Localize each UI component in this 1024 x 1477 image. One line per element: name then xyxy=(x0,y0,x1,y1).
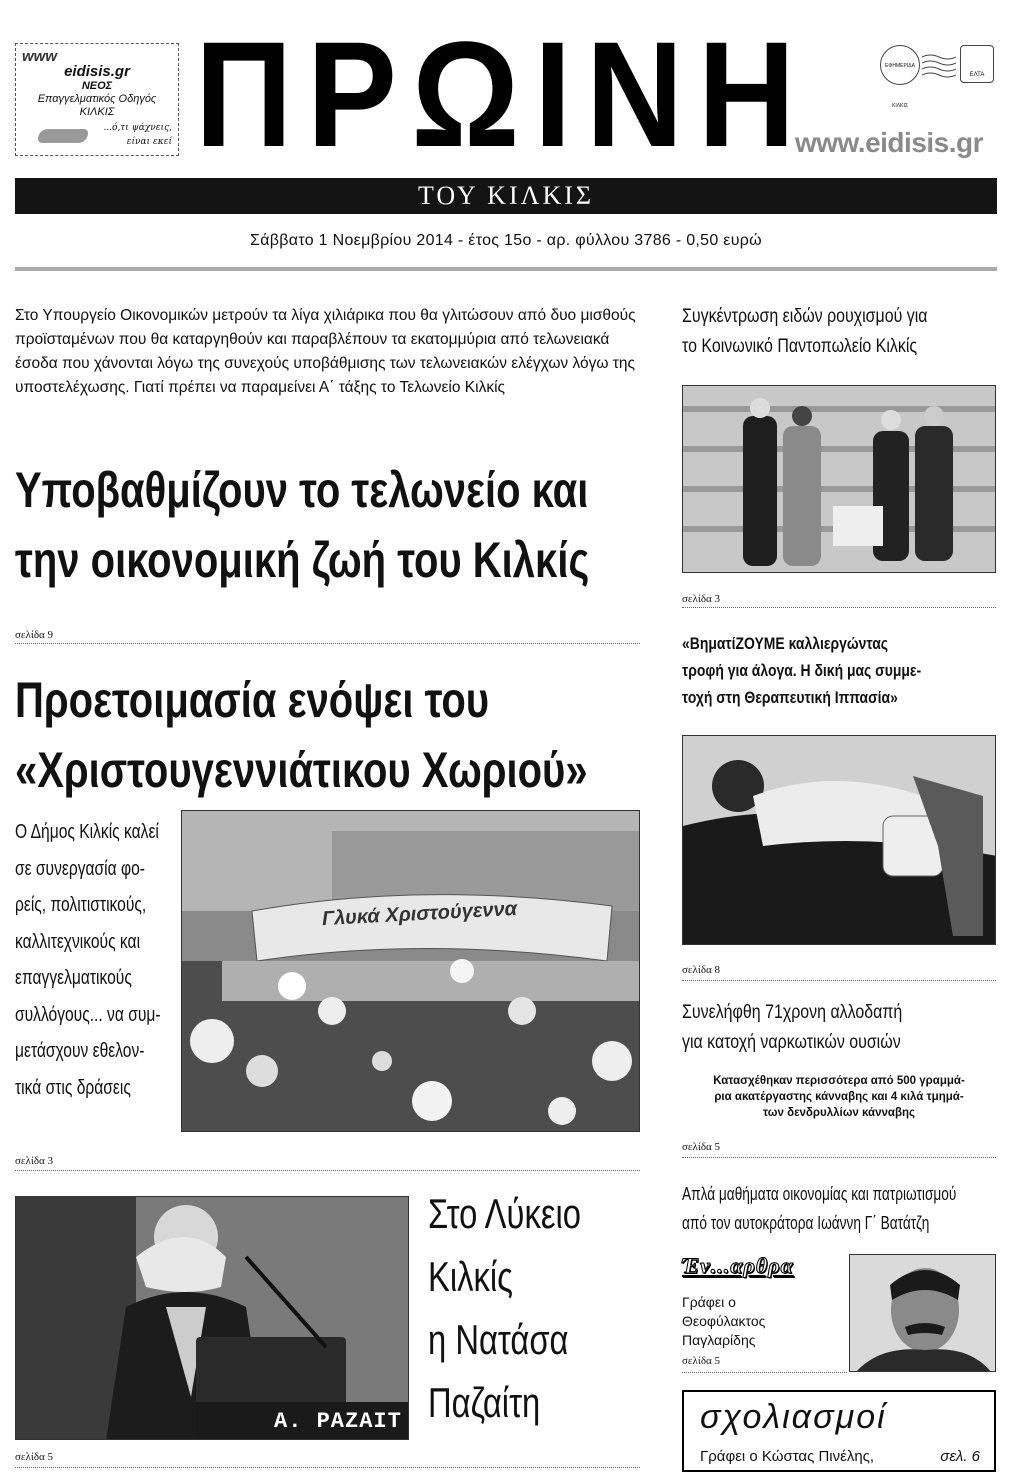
story4-line: από τον αυτοκράτορα Ιωάννη Γ΄ Βατάτζη xyxy=(682,1213,930,1233)
pazaiti-photo[interactable] xyxy=(15,1196,409,1440)
divider xyxy=(682,980,996,981)
lead-page-ref: σελίδα 9 xyxy=(15,629,54,641)
author-photo xyxy=(849,1254,996,1372)
story4-line: Απλά μαθήματα οικονομίας και πατριωτισμού xyxy=(682,1184,957,1204)
comments-author-name: Κώστας Πινέλης, xyxy=(761,1448,875,1465)
ad-line-2: Επαγγελματικός Οδηγός xyxy=(37,93,157,105)
postal-wave-icon xyxy=(922,52,956,78)
xmas-headline[interactable] xyxy=(15,665,588,805)
divider xyxy=(15,1467,640,1468)
lykeio-line: Στο Λύκειο xyxy=(428,1190,581,1237)
xmas-headline-line-1: Προετοιμασία ενόψει του xyxy=(15,672,490,728)
lykeio-line: η Νατάσα xyxy=(428,1316,569,1363)
xmas-body-line: μετάσχουν εθελον- xyxy=(15,1040,145,1062)
xmas-body-line: καλλιτεχνικούς και xyxy=(15,930,141,953)
comments-author xyxy=(700,1448,874,1465)
story3-sub xyxy=(682,1073,996,1121)
column-author-first: Θεοφύλακτος xyxy=(682,1313,766,1329)
pazaiti-photo-scene xyxy=(16,1197,409,1440)
ad-slogan-1: ...ό,τι ψάχνεις, xyxy=(103,123,172,133)
column-title[interactable]: Έν...αρθρα xyxy=(682,1253,794,1278)
pazaiti-nameplate: A. PAZAIT xyxy=(274,1409,402,1434)
story3-headline[interactable] xyxy=(682,998,902,1058)
story2-headline[interactable] xyxy=(682,630,921,711)
elta-text: ΕΛΤΑ xyxy=(969,72,985,78)
ad-slogan-2: είναι εκεί xyxy=(126,137,172,147)
story3-sub-line: Κατασχέθηκαν περισσότερα από 500 γραμμά- xyxy=(713,1075,965,1087)
dateline: Σάββατο 1 Νοεμβρίου 2014 - έτος 15ο - αρ. φύλλου 3786 - 0,50 ευρώ xyxy=(250,232,762,249)
story1-photo[interactable] xyxy=(682,385,996,573)
divider xyxy=(682,607,996,608)
story3-line: Συνελήφθη 71χρονη αλλοδαπή xyxy=(682,1002,903,1023)
comments-page-ref: σελ. 6 xyxy=(940,1448,980,1465)
divider xyxy=(682,1157,996,1158)
divider xyxy=(15,643,640,644)
masthead-divider xyxy=(15,267,997,271)
ad-www: www xyxy=(22,48,58,65)
ad-line-1: ΝΕΟΣ xyxy=(81,80,113,92)
xmas-body-line: ρείς, πολιτιστικούς, xyxy=(15,894,147,916)
story2-photo-scene xyxy=(683,736,996,945)
author-photo-scene xyxy=(850,1255,996,1372)
divider xyxy=(682,1372,847,1373)
story2-photo[interactable] xyxy=(682,735,996,945)
masthead-title: ΠΡΩΙΝΗ xyxy=(195,10,810,178)
story3-line: για κατοχή ναρκωτικών ουσιών xyxy=(682,1032,901,1053)
xmas-body-line: συλλόγους... να συμ- xyxy=(15,1003,161,1026)
story3-page-ref: σελίδα 5 xyxy=(682,1141,721,1153)
lead-headline[interactable] xyxy=(15,455,589,595)
divider xyxy=(15,1170,640,1171)
xmas-body-line: Ο Δήμος Κιλκίς καλεί xyxy=(15,821,159,843)
xmas-body-line: σε συνεργασία φο- xyxy=(15,857,145,880)
story1-page-ref: σελίδα 3 xyxy=(682,593,721,605)
xmas-banner-text: Γλυκά Χριστούγεννα xyxy=(321,897,518,931)
story1-headline[interactable] xyxy=(682,302,928,362)
xmas-photo[interactable] xyxy=(181,810,640,1132)
lykeio-line: Κιλκίς xyxy=(428,1253,513,1300)
lead-intro: Στο Υπουργείο Οικονομικών μετρούν τα λίγα χιλιάρικα που θα γλιτώσουν από δυο μισθούς προϊσταμένων που θα καταργηθούν και παραβλέπουν τα εκατομμύρια από τελωνειακά έσοδα που χάνονται λόγω της συνεχούς υποβάθμισης των τελωνειακών ελέγχων λόγω της υποστελέχωσης. Γιατί πρέπει να παραμείνει Α΄ τάξης το Τελωνείο Κιλκίς xyxy=(15,307,636,396)
story1-line: το Κοινωνικό Παντοπωλείο Κιλκίς xyxy=(682,336,918,357)
column-writes: Γράφει ο xyxy=(682,1294,736,1310)
xmas-headline-line-2: «Χριστουγεννιάτικου Χωριού» xyxy=(15,742,588,798)
story4-headline[interactable] xyxy=(682,1180,956,1238)
story2-line: τοχή στη Θεραπευτική Ιππασία» xyxy=(682,688,898,707)
story3-sub-line: ρια ακατέργαστης κάνναβης και 4 κιλά τμημά- xyxy=(714,1091,964,1103)
story3-sub-line: των δενδρυλλίων κάνναβης xyxy=(762,1107,915,1119)
column-page-ref: σελίδα 5 xyxy=(682,1355,721,1367)
comments-box[interactable] xyxy=(682,1390,996,1472)
ad-site: eidisis.gr xyxy=(64,63,130,80)
column-author-last: Παγλαρίδης xyxy=(682,1332,756,1348)
story1-line: Συγκέντρωση ειδών ρουχισμού για xyxy=(682,306,928,327)
hand-icon xyxy=(38,129,88,143)
xmas-body-line: τικά στις δράσεις xyxy=(15,1076,131,1099)
xmas-photo-scene xyxy=(182,811,640,1132)
lykeio-headline[interactable] xyxy=(428,1182,581,1434)
ad-line-3: ΚΙΛΚΙΣ xyxy=(79,106,115,118)
stamp-left-text: ΕΦΗΜΕΡΙΔΑ ΚΙΛΚΙΣ xyxy=(885,63,915,109)
elta-logo xyxy=(960,45,994,83)
comments-title: σχολιασμοί xyxy=(700,1398,887,1436)
lead-headline-line-2: την οικονομική ζωή του Κιλκίς xyxy=(15,532,590,588)
lykeio-line: Παζαίτη xyxy=(428,1379,541,1426)
comments-author-prefix: Γράφει ο xyxy=(700,1448,758,1465)
xmas-body-line: επαγγελματικούς xyxy=(15,967,132,989)
website-link[interactable]: www.eidisis.gr xyxy=(795,127,984,158)
column-author xyxy=(682,1293,765,1350)
lead-headline-line-1: Υποβαθμίζουν το τελωνείο και xyxy=(15,462,589,518)
xmas-page-ref: σελίδα 3 xyxy=(15,1155,54,1167)
story1-photo-scene xyxy=(683,386,996,573)
masthead-subtitle: ΤΟΥ ΚΙΛΚΙΣ xyxy=(15,178,997,214)
postage-stamp-icon xyxy=(880,45,920,109)
eidisis-ad-box[interactable] xyxy=(15,43,179,156)
lykeio-page-ref: σελίδα 5 xyxy=(15,1451,54,1463)
story2-line: «ΒηματίΖΟΥΜΕ καλλιεργώντας xyxy=(682,634,889,653)
story2-page-ref: σελίδα 8 xyxy=(682,964,721,976)
story2-line: τροφή για άλογα. Η δική μας συμμε- xyxy=(682,661,922,680)
xmas-body xyxy=(15,814,161,1106)
